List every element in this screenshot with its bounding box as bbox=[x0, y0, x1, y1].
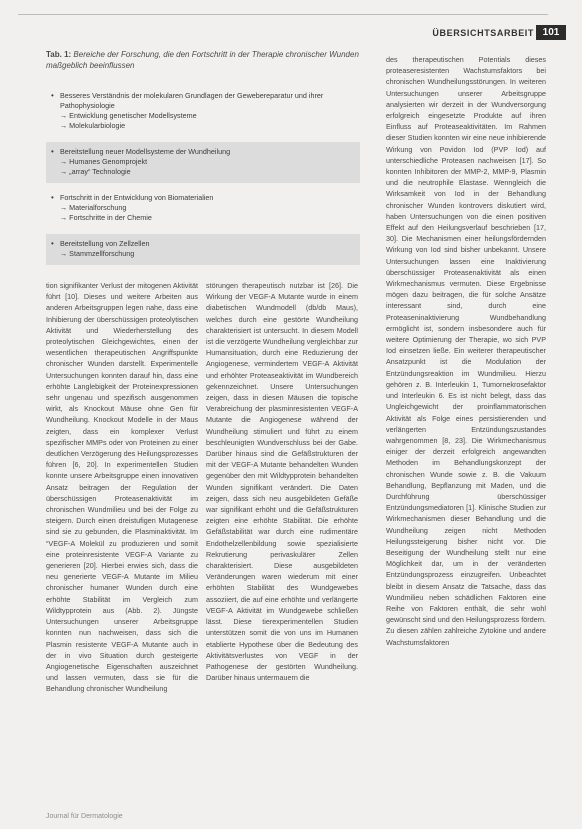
footer: Journal für Dermatologie bbox=[46, 813, 123, 820]
column-3 bbox=[386, 54, 546, 648]
bullet-icon: • bbox=[51, 91, 54, 100]
header-rule bbox=[18, 14, 548, 15]
column-2-text: störungen therapeutisch nutzbar ist [26]. Die Wirkung der VEGF-A Mutante wurde in einem diabetischen Wundmodell (db/db Maus), welches durch eine gestörte Wundheilung charakterisiert ist untersucht. In diesem Modell ist die verzögerte Wundheilung vergleichbar zur Humansituation, durch eine Reduzierung der Angiogenese, vermindertem VEGF-A Aktivität und erhöhter Proteaseaktivität im Wundbereich gekennzeichnet. Unsere Untersuchungen zeigen, dass in diesen Mäusen die topische Verabreichung der plasminresistenten VEGF-A Mutante die Angiogenese während der Wundheilung stimuliert und führt zu einem beschleunigten Wundverschluss bei der Gabe. Darüber hinaus sind die Gefäßstrukturen der mit der VEGF-A Mutante behandelten Wunden gegenüber den mit Wildtypprotein behandelten Wunden signifikant verändert. Die Daten zeigen, dass sich neu ausgebildeten Gefäße war signifikant erhöht und die Gefäßstrukturen zeigten eine erhöhte Stabilität. Die erhöhte Gefäßstabilität war durch eine rudimentäre Endothelzellenbildung sowie spezialisierte Rekrutierung perivaskulärer Zellen charakterisiert. Diese ausgebildeten Veränderungen waren wiederum mit einer erhöhten Stabilität des Wundgewebes assoziiert, die auf eine erhöhte und verlängerte VEGF-A Aktivität im Wundgewebe schließen lässt. Diese tierexperimentellen Studien unterstützen somit die von uns im Humanen etablierte Hypothese über die Bedeutung des Aktivitätsverlustes von VEGF in der Pathogenese der gestörten Wundheilung. Darüber hinaus untermauern die bbox=[206, 281, 358, 683]
table-row-sub: → Entwicklung genetischer Modellsysteme bbox=[60, 111, 197, 120]
table-row bbox=[46, 86, 360, 137]
page-number: 101 bbox=[536, 25, 566, 40]
research-table bbox=[46, 86, 360, 264]
section-label: ÜBERSICHTSARBEIT bbox=[432, 28, 534, 38]
bullet-icon: • bbox=[51, 193, 54, 202]
table-row-sub: → Materialforschung bbox=[60, 203, 127, 212]
column-2 bbox=[206, 280, 358, 683]
table-caption bbox=[46, 49, 364, 71]
column-1-text: tion signifikanter Verlust der mitogenen Aktivität führt [10]. Dieses und weitere Arbeiten aus anderen Arbeitsgruppen legen nahe, dass eine Inhibierung der überschüssigen proteolytischen Aktivität und Wiederherstellung des proteolytischen Gleichgewichtes, einen der wesentlichen therapeutischen Angriffspunkte chronischer Wunden darstellt. Experimentelle Untersuchungen konnten darauf hin, dass eine erhöhte Langlebigkeit der Proteinexpressionen sehr ungenau und spezifisch ausgenommen wirkt, als Knockout Mäuse ohne Gen für Wundheilung. Knockout Modelle in der Maus zeigten, dass ein komplexer Verlust spezifischer MMPs oder von Proteinen zu einer deutlichen Verzögerung des Heilungsprozesses führen [6, 20]. In experimentellen Studien konnte unsere Arbeitsgruppe einen innovativen Ansatz beitragen der Regulation der überschüssigen Proteasenaktivität im chronischen Wundmilieu und bei der Folge zu steigern. Durch einen dreistufigen Mutagenese sind sie zu gebunden, die Plasminaktivität. Im “VEGF-A Molekül zu produzieren und somit eine proteinresistente VEGF-A Variante zu generieren [20]. Hierbei erwies sich, dass die neu generierte VEGF-A Mutante im Milieu chronischer humaner Wunden durch eine erhöhte Stabilität im Vergleich zum Wildtypprotein aus (Abb. 2). Jüngste Untersuchungen unserer Arbeitsgruppe konnten nun nachweisen, dass sich die Plasmin resistente VEGF-A Mutante auch in der in vivo Situation durch gesteigerte Angiogenetische Eigenschaften auszeichnet und lassen vermuten, dass sie für die Behandlung chronischer Wundheilung bbox=[46, 281, 198, 694]
table-row-main: Besseres Verständnis der molekularen Grundlagen der Gewebereparatur und ihrer Pathophysiologie bbox=[60, 91, 324, 110]
table-row bbox=[46, 234, 360, 265]
table-row-sub: → Stammzellforschung bbox=[60, 249, 135, 258]
table-row-main: Fortschritt in der Entwicklung von Biomaterialien bbox=[60, 193, 214, 202]
bullet-icon: • bbox=[51, 239, 54, 248]
table-row-sub: → Fortschritte in der Chemie bbox=[60, 213, 152, 222]
table-row-sub: → Humanes Genomprojekt bbox=[60, 157, 148, 166]
column-3-text: des therapeutischen Potentials dieses proteaseresistenten Wachstumsfaktors bei chronischen Wundheilungsstörungen. In weiteren Untersuchungen unserer Arbeitsgruppe analysierten wir derzeit in der Wundversorgung erfolgreich eingesetzte Produkte auf ihren Einfluss auf Proteaseaktivitäten. Im Rahmen dieser Studien konnten wir eine neue inhibierende Wirkung von Povidon Iod (PVP Iod) auf unterschiedliche Proteasen nachweisen [17]. So konnten Inhibitoren der MMP-2, MMP-9, Plasmin und die neutrophile Elastase. Wenngleich die Wirksamkeit von Iod in der Behandlung chronischer Wunden kontrovers diskutiert wird, haben Untersuchungen von die einen positiven Effekt auf den Heilungsverlauf beschrieben [17, 30]. Die Mechanismen einer heilungsfördernden Wirkung von Iod sind bisher unbekannt. Unsere Untersuchungen lassen eine Inaktivierung überschüssiger Proteasenaktivität als einen Wirkmechanismus vermuten. Diese Ergebnisse mögen dazu beitragen, die für solche Ansätze interessant sind, durch eine Proteaseninaktivierung Wundbehandlung ermöglicht ist, sondern insbesondere auch für weitere Optimierung der Therapie, wo sich PVP Iod einsetzen ließe. Ein weiterer therapeutischer Ansatzpunkt ist die Modulation der Entzündungsreaktion im Wundmilieu. Hierzu gehören z. B. Interleukin 1, Tumornekrosefaktor und Interleukin 6. Es ist nicht belegt, dass das Ungleichgewicht der proinflammatorischen Aktivität als Folge eines persistierenden und verlängerten Entzündungszustandes wahrgenommen [8, 23]. Die Wirkmechanismus einiger der derzeit erfolgreich angewandten Methoden im Behandlungskonzept der chronischen Wunde sowie z. B. die Vakuum Behandlung, Bepflanzung mit Maden, und die Durchführung überschüssiger Entzündungsmediatoren [1]. Klinische Studien zur Wirkmechanismen dieser Behandlung und die Wundheilung zeigen nicht Methoden Heilungssteigerung bisher nicht vor. Die Beseitigung der Wundheilung stellt nur eine Möglichkeit dar, um in der veränderten Entzündungsprozess einzugreifen. Unbeachtet bleibt in diesem Ansatz die Tatsache, dass das Wundmilieu neben schädlichen Faktoren eine Reihe von Faktoren enthält, die sehr wohl gewünscht sind und den Heilungsprozess fördern. Zu diesen zählen zahlreiche Zytokine und andere Wachstumsfaktoren bbox=[386, 55, 546, 647]
table-row bbox=[46, 188, 360, 229]
column-1 bbox=[46, 280, 198, 695]
table-row-sub: → Molekularbiologie bbox=[60, 121, 126, 130]
table-row-main: Bereitstellung neuer Modellsysteme der Wundheilung bbox=[60, 147, 231, 156]
table-row bbox=[46, 142, 360, 183]
caption-lead: Tab. 1: bbox=[46, 50, 72, 59]
table-row-main: Bereitstellung von Zellzellen bbox=[60, 239, 150, 248]
bullet-icon: • bbox=[51, 147, 54, 156]
caption-text: Bereiche der Forschung, die den Fortschritt in der Therapie chronischer Wunden maßgeblich beeinflussen bbox=[46, 50, 359, 70]
table-row-sub: → „array“ Technologie bbox=[60, 167, 131, 176]
